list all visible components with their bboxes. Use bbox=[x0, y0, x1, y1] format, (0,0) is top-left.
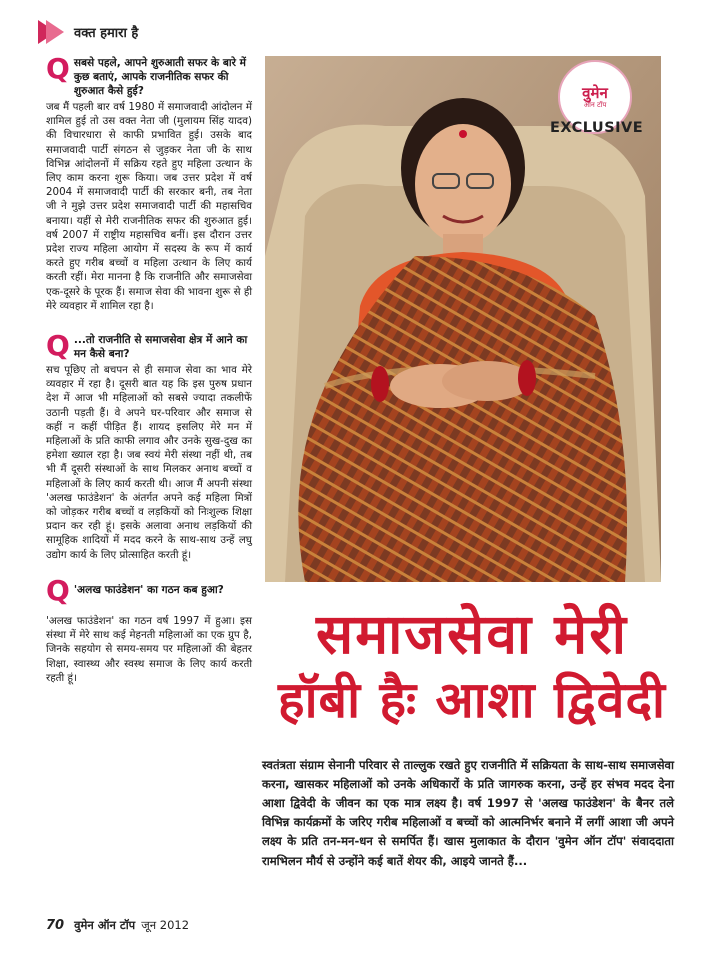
article-intro: स्वतंत्रता संग्राम सेनानी परिवार से ताल्लुक रखते हुए राजनीति में सक्रियता के साथ-साथ समाजसेवा करना, खासकर महिलाओं को उनके अधिकारों के प्रति जागरुक करना, उन्हें हर संभव मदद देना आशा द्विवेदी के जीवन का एक मात्र लक्ष्य है। वर्ष 1997 से 'अलख फाउंडेशन' के बैनर तले विभिन्न कार्यक्रमों के जरिए गरीब महिलाओं व बच्चों को आत्मनिर्भर बनाने में लगीं आशा जी अपने लक्ष्य के प्रति तन-मन-धन से समर्पित हैं। खास मुलाकात के दौरान 'वुमेन ऑन टॉप' संवाददाता रामभिलन मौर्य से उन्होंने कई बातें शेयर की, आइये जानते हैं... bbox=[262, 757, 674, 868]
page-number: 70 bbox=[46, 918, 65, 933]
section-title: वक्त हमारा है bbox=[74, 26, 139, 41]
question-2 bbox=[46, 329, 252, 363]
title-line-2: हॉबी हैः आशा द्विवेदी bbox=[278, 671, 666, 729]
chevron-right-icon bbox=[46, 20, 64, 44]
answer-1: जब मैं पहली बार वर्ष 1980 में समाजवादी आंदोलन में शामिल हुई तो उस वक्त नेता जी (मुलायम सिंह यादव) की विचारधारा से काफी प्रभावित हुई। उसके बाद समाजवादी पार्टी संगठन से जुड़कर नेता जी के साथ विभिन्न आंदोलनों में सक्रिय रहते हुए महिला उत्थान के लिए काम करना शुरू किया। जब उत्तर प्रदेश में वर्ष 2004 में समाजवादी पार्टी की सरकार बनी, तब नेता जी ने मुझे उत्तर प्रदेश समाजवादी पार्टी की महासचिव बनाया। यहीं से मेरी राजनीतिक सफर की शुरुआत हुई। वर्ष 2007 में राष्ट्रीय महासचिव बनीं। इस दौरान उत्तर प्रदेश राज्य महिला आयोग में सदस्य के रूप में कार्य करते हुए गरीब बच्चों व महिला उत्थान के लिए कार्य करती रहीं। मेरा मानना है कि राजनीति और समाजसेवा एक-दूसरे के पूरक हैं। समाज सेवा की भावना शुरू से ही मेरे व्यवहार में शामिल रहा है। bbox=[46, 101, 252, 312]
section-header bbox=[38, 18, 138, 46]
answer-2: सच पूछिए तो बचपन से ही समाज सेवा का भाव मेरे व्यवहार में रहा है। दूसरी बात यह कि इस पुरुष प्रधान देश में आज भी महिलाओं को सबसे ज्यादा तकलीफें उठानी पड़ती हैं। वे अपने घर-परिवार और समाज से कहीं न कहीं पीड़ित हैं। शायद इसलिए मेरे मन में महिलाओं के प्रति काफी लगाव और उनके सुख-दुख का हमेशा ख्याल रहा है। जब स्वयं मेरी संस्था नहीं थी, तब भी मैं दूसरी संस्थाओं के साथ मिलकर अनाथ बच्चों व महिलाओं के लिए कार्य करती थी। आज मैं अपनी संस्था 'अलख फाउंडेशन' के अंतर्गत अपने कई महिला मित्रों को जोड़कर गरीब बच्चों व लड़कियों को निःशुल्क शिक्षा प्रदान कर रही हूं। इसके अलावा अनाथ लड़कियों की सामूहिक शादियों में मदद करने के साथ-साथ उन्हें लघु उद्योग कार्य के लिए प्रोत्साहित करती हूं। bbox=[46, 364, 252, 561]
issue-date: जून 2012 bbox=[141, 918, 190, 932]
question-3 bbox=[46, 573, 252, 607]
title-line-1: समाजसेवा मेरी bbox=[316, 602, 628, 666]
brand-logo: वुमेन ऑन टॉप bbox=[558, 60, 632, 134]
interview-column bbox=[46, 52, 252, 693]
magazine-name: वुमेन ऑन टॉप bbox=[74, 918, 136, 932]
article-title bbox=[262, 600, 682, 732]
question-text: सबसे पहले, आपने शुरुआती सफर के बारे में कुछ बताएं, आपके राजनीतिक सफर की शुरुआत कैसे हुई? bbox=[73, 57, 246, 97]
exclusive-badge bbox=[536, 60, 662, 150]
question-text: ...तो राजनीति से समाजसेवा क्षेत्र में आने का मन कैसे बना? bbox=[73, 334, 248, 361]
question-1 bbox=[46, 52, 252, 98]
answer-3: 'अलख फाउंडेशन' का गठन वर्ष 1997 में हुआ। इस संस्था में मेरे साथ कई मेहनती महिलाओं का एक ग्रुप है, जिनके सहयोग से समय-समय पर महिलाओं की बेहतर शिक्षा, स्वास्थ्य और स्वस्थ समाज के लिए कार्य करती रहती हूं। bbox=[46, 614, 252, 684]
q-mark-icon: Q bbox=[46, 573, 70, 607]
page-footer bbox=[46, 918, 189, 933]
question-text: 'अलख फाउंडेशन' का गठन कब हुआ? bbox=[73, 583, 224, 596]
q-mark-icon: Q bbox=[46, 329, 70, 363]
exclusive-label: EXCLUSIVE bbox=[550, 120, 644, 136]
q-mark-icon: Q bbox=[46, 52, 70, 85]
